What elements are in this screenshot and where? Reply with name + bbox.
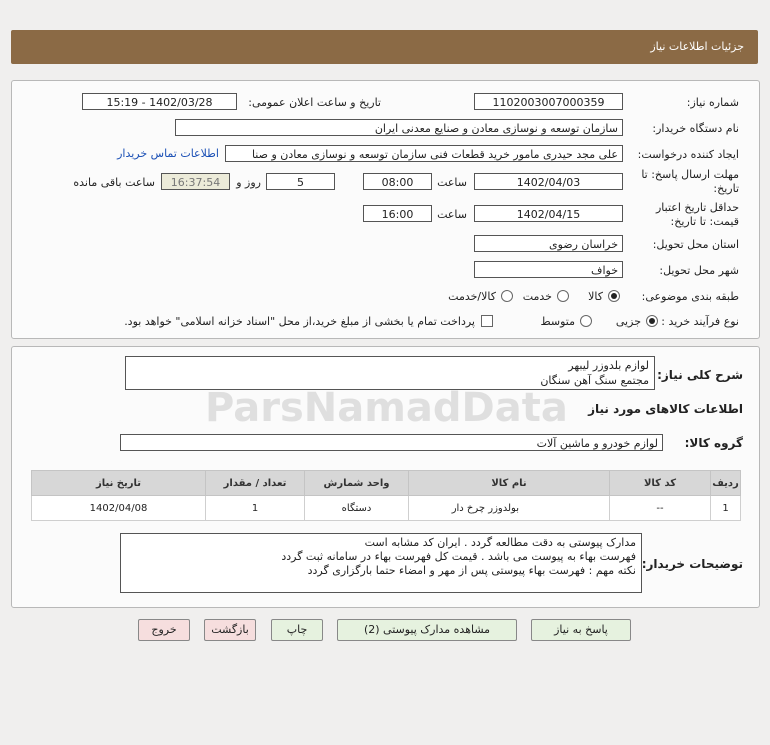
reply-button[interactable]: پاسخ به نیاز (531, 619, 631, 641)
table-row (32, 496, 741, 521)
deadline-hour-label: ساعت (437, 176, 467, 189)
need-number-label: شماره نیاز: (686, 96, 739, 109)
validity-hour-label: ساعت (437, 208, 467, 221)
cell-code: -- (610, 496, 711, 521)
category-option-goods: کالا (588, 290, 603, 303)
col-date: تاریخ نیاز (32, 471, 206, 496)
creator-label: ایجاد کننده درخواست: (637, 148, 739, 161)
validity-date-field: 1402/04/15 (474, 205, 623, 222)
city-field: خواف (474, 261, 623, 278)
need-number-field: 1102003007000359 (474, 93, 623, 110)
summary-line-1: لوازم بلدوزر لیبهر (568, 359, 649, 372)
process-option-medium: متوسط (540, 315, 575, 328)
buyer-notes-line-1: مدارک پیوستی به دقت مطالعه گردد . ایران کد مشابه است (364, 536, 636, 549)
category-label: طبقه بندی موضوعی: (641, 290, 739, 303)
buyer-notes-line-2: فهرست بهاء به پیوست می باشد . قیمت کل فهرست بهاء در سامانه ثبت گردد (281, 550, 636, 563)
remaining-time-field: 16:37:54 (161, 173, 230, 190)
view-attachments-button[interactable]: مشاهده مدارک پیوستی (2) (337, 619, 517, 641)
back-button[interactable]: بازگشت (204, 619, 256, 641)
goods-section-title: اطلاعات کالاهای مورد نیاز (588, 402, 743, 416)
cell-row: 1 (711, 496, 741, 521)
category-option-service: خدمت (522, 290, 552, 303)
province-label: استان محل تحویل: (652, 238, 739, 251)
process-label: نوع فرآیند خرید : (661, 315, 739, 328)
goods-group-label: گروه کالا: (684, 436, 743, 450)
category-radio-both[interactable] (501, 290, 513, 302)
payment-note: پرداخت تمام یا بخشی از مبلغ خرید،از محل "اسناد خزانه اسلامی" خواهد بود. (124, 315, 475, 328)
col-code: کد کالا (610, 471, 711, 496)
creator-field: علی مجد حیدری مامور خرید قطعات فنی سازمان توسعه و نوسازی معادن و صنا (225, 145, 623, 162)
cell-date: 1402/04/08 (32, 496, 206, 521)
process-option-minor: جزیی (615, 315, 641, 328)
page-header (11, 30, 758, 64)
announce-field: 1402/03/28 - 15:19 (82, 93, 237, 110)
city-label: شهر محل تحویل: (659, 264, 739, 277)
deadline-time-field: 08:00 (363, 173, 432, 190)
days-field: 5 (266, 173, 335, 190)
deadline-label-2: تاریخ: (713, 182, 739, 195)
announce-label: تاریخ و ساعت اعلان عمومی: (248, 96, 381, 109)
page-title: جزئیات اطلاعات نیاز (650, 40, 744, 53)
col-qty: تعداد / مقدار (206, 471, 305, 496)
buyer-notes-box (120, 533, 642, 593)
goods-group-field: لوازم خودرو و ماشین آلات (120, 434, 663, 451)
category-radio-service[interactable] (557, 290, 569, 302)
cell-qty: 1 (206, 496, 305, 521)
deadline-label-1: مهلت ارسال پاسخ: تا (641, 168, 739, 181)
goods-table (31, 470, 741, 521)
buyer-org-field: سازمان توسعه و نوسازی معادن و صنایع معدنی ایران (175, 119, 623, 136)
summary-box (125, 356, 655, 390)
exit-button[interactable]: خروج (138, 619, 190, 641)
print-button[interactable]: چاپ (271, 619, 323, 641)
buyer-notes-line-3: نکته مهم : فهرست بهاء پیوستی پس از مهر و امضاء حتما بارگزاری گردد (307, 564, 636, 577)
treasury-checkbox[interactable] (481, 315, 493, 327)
deadline-date-field: 1402/04/03 (474, 173, 623, 190)
category-radio-goods[interactable] (608, 290, 620, 302)
summary-line-2: مجتمع سنگ آهن سنگان (540, 374, 649, 387)
details-panel (11, 80, 760, 339)
buyer-notes-label: توضیحات خریدار: (641, 557, 743, 571)
buyer-org-label: نام دستگاه خریدار: (652, 122, 739, 135)
contact-buyer-link[interactable]: اطلاعات تماس خریدار (117, 147, 219, 160)
goods-panel (11, 346, 760, 608)
goods-table-header (32, 471, 741, 496)
col-row: ردیف (711, 471, 741, 496)
validity-label-1: حداقل تاریخ اعتبار (655, 201, 739, 214)
process-radio-medium[interactable] (580, 315, 592, 327)
province-field: خراسان رضوی (474, 235, 623, 252)
process-radio-minor[interactable] (646, 315, 658, 327)
validity-time-field: 16:00 (363, 205, 432, 222)
col-unit: واحد شمارش (305, 471, 409, 496)
cell-unit: دستگاه (305, 496, 409, 521)
validity-label-2: قیمت: تا تاریخ: (670, 215, 739, 228)
watermark: ParsNamadData (205, 385, 568, 431)
remaining-label: ساعت باقی مانده (73, 176, 155, 189)
category-option-both: کالا/خدمت (448, 290, 496, 303)
col-name: نام کالا (409, 471, 610, 496)
days-label: روز و (236, 176, 261, 189)
cell-name: بولدوزر چرخ دار (409, 496, 610, 521)
summary-label: شرح کلی نیاز: (657, 368, 743, 382)
